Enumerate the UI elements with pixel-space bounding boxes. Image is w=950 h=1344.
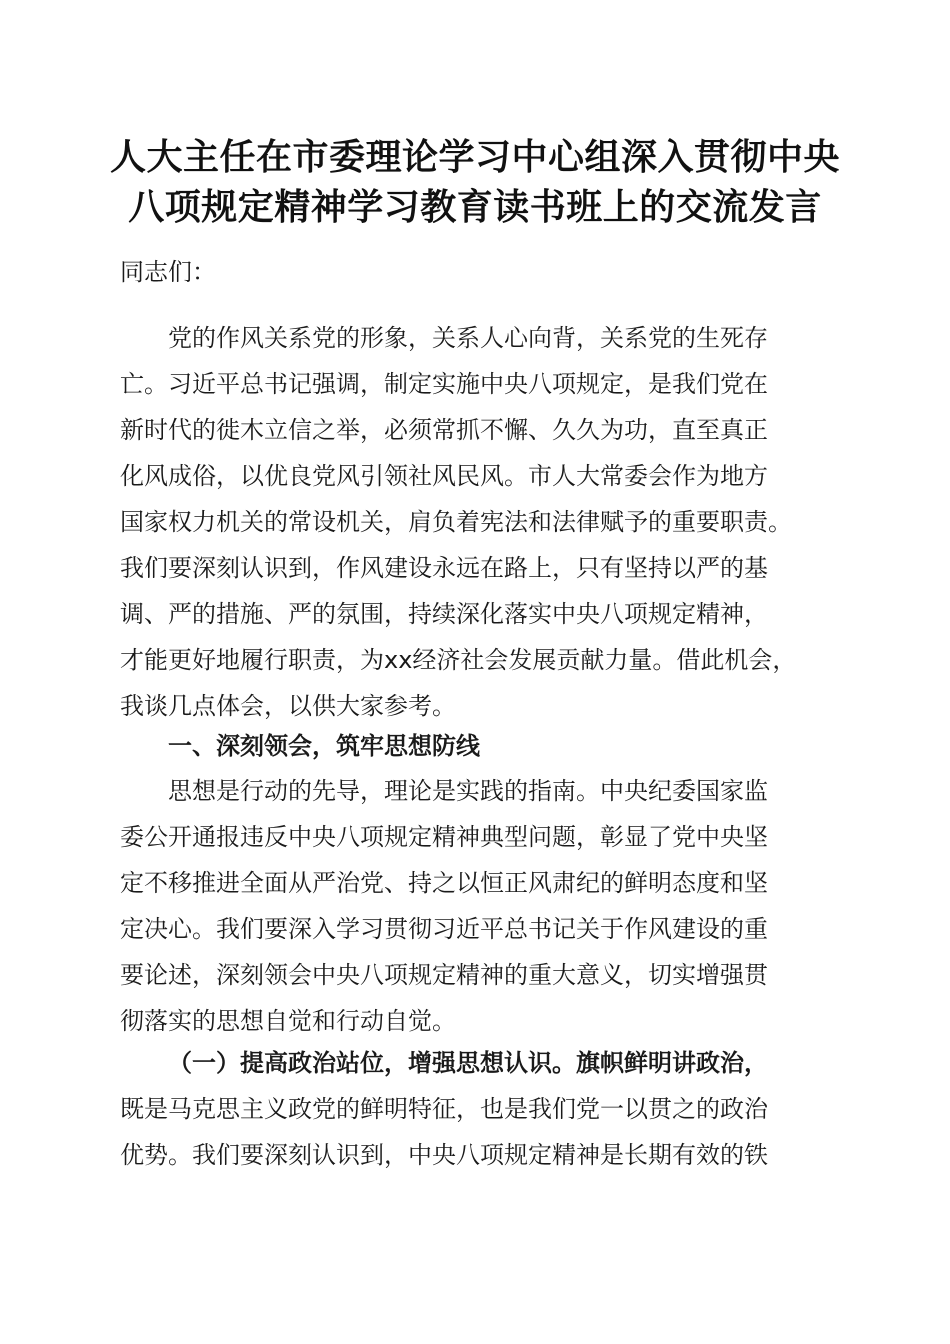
paragraph-1-line: 亡。习近平总书记强调，制定实施中央八项规定，是我们党在 xyxy=(120,370,768,398)
paragraph-1-line: 国家权力机关的常设机关，肩负着宪法和法律赋予的重要职责。 xyxy=(120,508,792,536)
document-title-line-1: 人大主任在市委理论学习中心组深入贯彻中央 xyxy=(109,136,840,178)
paragraph-1-line: 调、严的措施、严的氛围，持续深化落实中央八项规定精神， xyxy=(120,600,768,628)
paragraph-1-line: 化风成俗，以优良党风引领社风民风。市人大常委会作为地方 xyxy=(120,462,768,490)
paragraph-2-line: 要论述，深刻领会中央八项规定精神的重大意义，切实增强贯 xyxy=(120,961,768,989)
paragraph-2-line: 彻落实的思想自觉和行动自觉。 xyxy=(120,1007,456,1035)
paragraph-1-line: 新时代的徙木立信之举，必须常抓不懈、久久为功，直至真正 xyxy=(120,416,768,444)
paragraph-1-line: 我们要深刻认识到，作风建设永远在路上，只有坚持以严的基 xyxy=(120,554,768,582)
paragraph-2-line: 定不移推进全面从严治党、持之以恒正风肃纪的鲜明态度和坚 xyxy=(120,869,768,897)
paragraph-2-line: 委公开通报违反中央八项规定精神典型问题，彰显了党中央坚 xyxy=(120,823,768,851)
paragraph-3-line: （一）提高政治站位，增强思想认识。旗帜鲜明讲政治， xyxy=(168,1049,768,1077)
paragraph-1-line: 党的作风关系党的形象，关系人心向背，关系党的生死存 xyxy=(168,324,768,352)
paragraph-2-line: 定决心。我们要深入学习贯彻习近平总书记关于作风建设的重 xyxy=(120,915,768,943)
section-heading-1: 一、深刻领会，筑牢思想防线 xyxy=(168,732,480,760)
paragraph-3-line: 既是马克思主义政党的鲜明特征，也是我们党一以贯之的政治 xyxy=(120,1095,768,1123)
paragraph-2-line: 思想是行动的先导，理论是实践的指南。中央纪委国家监 xyxy=(168,777,768,805)
document-title-line-2: 八项规定精神学习教育读书班上的交流发言 xyxy=(128,186,822,228)
paragraph-1-line: 才能更好地履行职责，为xx经济社会发展贡献力量。借此机会， xyxy=(120,646,797,674)
paragraph-3-line: 优势。我们要深刻认识到，中央八项规定精神是长期有效的铁 xyxy=(120,1141,768,1169)
paragraph-1-line: 我谈几点体会，以供大家参考。 xyxy=(120,692,456,720)
salutation: 同志们： xyxy=(120,258,216,286)
